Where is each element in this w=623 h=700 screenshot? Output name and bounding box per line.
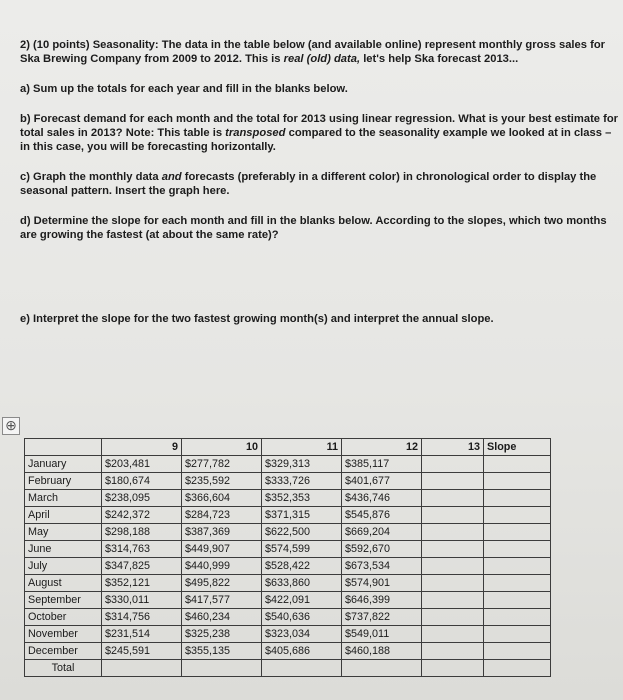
sales-value-cell[interactable]: $371,315 — [262, 507, 342, 524]
table-header-row — [25, 439, 551, 456]
table-cell[interactable] — [484, 660, 551, 677]
slope-cell[interactable] — [484, 592, 551, 609]
part-b-text: b) Forecast demand for each month and the total for 2013 using linear regression. What is your best estimate for total sales in 2013? Note: This table is — [20, 113, 619, 139]
question-2-real-data: real (old) data, — [283, 53, 361, 65]
assignment-text — [20, 38, 620, 326]
sales-value-cell[interactable]: $284,723 — [182, 507, 262, 524]
table-total-row — [25, 660, 551, 677]
sales-value-cell[interactable]: $242,372 — [102, 507, 182, 524]
forecast-cell[interactable] — [422, 643, 484, 660]
sales-value-cell[interactable]: $633,860 — [262, 575, 342, 592]
sales-value-cell[interactable]: $574,901 — [342, 575, 422, 592]
sales-value-cell[interactable]: $277,782 — [182, 456, 262, 473]
sales-value-cell[interactable]: $417,577 — [182, 592, 262, 609]
header-cell[interactable]: 9 — [102, 439, 182, 456]
sales-value-cell[interactable]: $646,399 — [342, 592, 422, 609]
table-row — [25, 524, 551, 541]
part-b — [20, 112, 620, 154]
sales-value-cell[interactable]: $436,746 — [342, 490, 422, 507]
question-2-text: The data in the table below (and available online) represent monthly gross sales for Ska Brewing Company from 2009 to 2012. This is — [20, 39, 606, 65]
question-2-title: 2) (10 points) Seasonality: — [20, 39, 159, 51]
forecast-cell[interactable] — [422, 592, 484, 609]
forecast-cell[interactable] — [422, 507, 484, 524]
table-row — [25, 609, 551, 626]
table-row — [25, 643, 551, 660]
month-cell[interactable]: March — [25, 490, 102, 507]
month-cell[interactable]: April — [25, 507, 102, 524]
table-row — [25, 626, 551, 643]
part-e: e) Interpret the slope for the two fastest growing month(s) and interpret the annual slope. — [20, 313, 494, 325]
sales-value-cell[interactable]: $540,636 — [262, 609, 342, 626]
sales-value-cell[interactable]: $238,095 — [102, 490, 182, 507]
part-a: a) Sum up the totals for each year and fill in the blanks below. — [20, 83, 348, 95]
part-c — [20, 170, 620, 198]
question-2-intro — [20, 38, 620, 66]
table-row — [25, 592, 551, 609]
sales-value-cell[interactable]: $495,822 — [182, 575, 262, 592]
table-row — [25, 575, 551, 592]
forecast-cell[interactable] — [422, 490, 484, 507]
sales-value-cell[interactable]: $352,121 — [102, 575, 182, 592]
sales-value-cell[interactable]: $330,011 — [102, 592, 182, 609]
sales-value-cell[interactable]: $329,313 — [262, 456, 342, 473]
sales-value-cell[interactable]: $385,117 — [342, 456, 422, 473]
month-cell[interactable]: January — [25, 456, 102, 473]
part-c-text-mid: forecasts (preferably in a different color) in — [184, 171, 413, 183]
month-cell[interactable]: May — [25, 524, 102, 541]
month-cell[interactable]: October — [25, 609, 102, 626]
month-cell[interactable]: February — [25, 473, 102, 490]
table-cell[interactable] — [422, 660, 484, 677]
slope-cell[interactable] — [484, 626, 551, 643]
slope-cell[interactable] — [484, 456, 551, 473]
part-b-emphasis: transposed — [225, 127, 286, 139]
header-cell[interactable]: 11 — [262, 439, 342, 456]
forecast-cell[interactable] — [422, 626, 484, 643]
slope-cell[interactable] — [484, 490, 551, 507]
forecast-cell[interactable] — [422, 558, 484, 575]
sales-value-cell[interactable]: $203,481 — [102, 456, 182, 473]
part-c-text: c) Graph the monthly data — [20, 171, 159, 183]
sales-value-cell[interactable]: $422,091 — [262, 592, 342, 609]
part-d — [20, 214, 620, 242]
sales-value-cell[interactable]: $333,726 — [262, 473, 342, 490]
table-row — [25, 473, 551, 490]
header-cell[interactable]: 12 — [342, 439, 422, 456]
total-label[interactable]: Total — [25, 660, 102, 677]
sales-value-cell[interactable]: $574,599 — [262, 541, 342, 558]
sales-value-cell[interactable]: $405,686 — [262, 643, 342, 660]
month-cell[interactable]: December — [25, 643, 102, 660]
table-body — [25, 456, 551, 660]
sales-value-cell[interactable]: $245,591 — [102, 643, 182, 660]
month-cell[interactable]: July — [25, 558, 102, 575]
sales-value-cell[interactable]: $449,907 — [182, 541, 262, 558]
sales-value-cell[interactable]: $673,534 — [342, 558, 422, 575]
sales-value-cell[interactable]: $460,234 — [182, 609, 262, 626]
slope-cell[interactable] — [484, 575, 551, 592]
part-d-text: d) Determine the slope for each month and fill in the blanks below. According to the slopes, which — [20, 215, 541, 227]
sales-value-cell[interactable]: $669,204 — [342, 524, 422, 541]
forecast-cell[interactable] — [422, 524, 484, 541]
sales-value-cell[interactable]: $622,500 — [262, 524, 342, 541]
sales-value-cell[interactable]: $549,011 — [342, 626, 422, 643]
table-row — [25, 507, 551, 524]
slope-cell[interactable] — [484, 541, 551, 558]
table-move-handle-icon[interactable]: ⊕ — [2, 417, 20, 435]
sales-value-cell[interactable]: $592,670 — [342, 541, 422, 558]
part-c-text-end: to display the seasonal pattern. Insert the graph here. — [20, 171, 597, 197]
sales-value-cell[interactable]: $366,604 — [182, 490, 262, 507]
sales-value-cell[interactable]: $325,238 — [182, 626, 262, 643]
header-cell[interactable]: Slope — [484, 439, 551, 456]
forecast-cell[interactable] — [422, 575, 484, 592]
part-d-text-end: months are growing the fastest (at about the same rate)? — [20, 215, 607, 241]
forecast-cell[interactable] — [422, 541, 484, 558]
header-cell[interactable]: 13 — [422, 439, 484, 456]
slope-cell[interactable] — [484, 507, 551, 524]
slope-cell[interactable] — [484, 643, 551, 660]
month-cell[interactable]: November — [25, 626, 102, 643]
forecast-cell[interactable] — [422, 609, 484, 626]
part-c-bold: chronological order — [416, 171, 522, 183]
part-b-text-end: compared to the seasonality example we looked at in class – in this case, you will be forecasting horizontally. — [20, 127, 612, 153]
question-2-text-end: let's help Ska forecast 2013... — [363, 53, 519, 65]
table-cell[interactable] — [102, 660, 182, 677]
month-cell[interactable]: August — [25, 575, 102, 592]
sales-value-cell[interactable]: $314,763 — [102, 541, 182, 558]
sales-value-cell[interactable]: $387,369 — [182, 524, 262, 541]
sales-value-cell[interactable]: $737,822 — [342, 609, 422, 626]
sales-value-cell[interactable]: $235,592 — [182, 473, 262, 490]
sales-value-cell[interactable]: $460,188 — [342, 643, 422, 660]
header-cell[interactable] — [25, 439, 102, 456]
forecast-cell[interactable] — [422, 473, 484, 490]
sales-value-cell[interactable]: $314,756 — [102, 609, 182, 626]
part-c-emphasis: and — [161, 171, 182, 183]
slope-cell[interactable] — [484, 609, 551, 626]
slope-cell[interactable] — [484, 473, 551, 490]
sales-value-cell[interactable]: $231,514 — [102, 626, 182, 643]
sales-value-cell[interactable]: $347,825 — [102, 558, 182, 575]
month-cell[interactable]: September — [25, 592, 102, 609]
sales-value-cell[interactable]: $352,353 — [262, 490, 342, 507]
sales-value-cell[interactable]: $180,674 — [102, 473, 182, 490]
table-cell[interactable] — [342, 660, 422, 677]
sales-value-cell[interactable]: $355,135 — [182, 643, 262, 660]
forecast-cell[interactable] — [422, 456, 484, 473]
slope-cell[interactable] — [484, 524, 551, 541]
slope-cell[interactable] — [484, 558, 551, 575]
sales-table — [24, 438, 551, 677]
table-row — [25, 558, 551, 575]
sales-value-cell[interactable]: $401,677 — [342, 473, 422, 490]
table-row — [25, 456, 551, 473]
sales-value-cell[interactable]: $545,876 — [342, 507, 422, 524]
month-cell[interactable]: June — [25, 541, 102, 558]
sales-value-cell[interactable]: $440,999 — [182, 558, 262, 575]
header-cell[interactable]: 10 — [182, 439, 262, 456]
table-row — [25, 490, 551, 507]
table-cell[interactable] — [182, 660, 262, 677]
sales-value-cell[interactable]: $298,188 — [102, 524, 182, 541]
sales-value-cell[interactable]: $323,034 — [262, 626, 342, 643]
sales-value-cell[interactable]: $528,422 — [262, 558, 342, 575]
table-row — [25, 541, 551, 558]
part-d-bold: two — [543, 215, 564, 227]
table-cell[interactable] — [262, 660, 342, 677]
